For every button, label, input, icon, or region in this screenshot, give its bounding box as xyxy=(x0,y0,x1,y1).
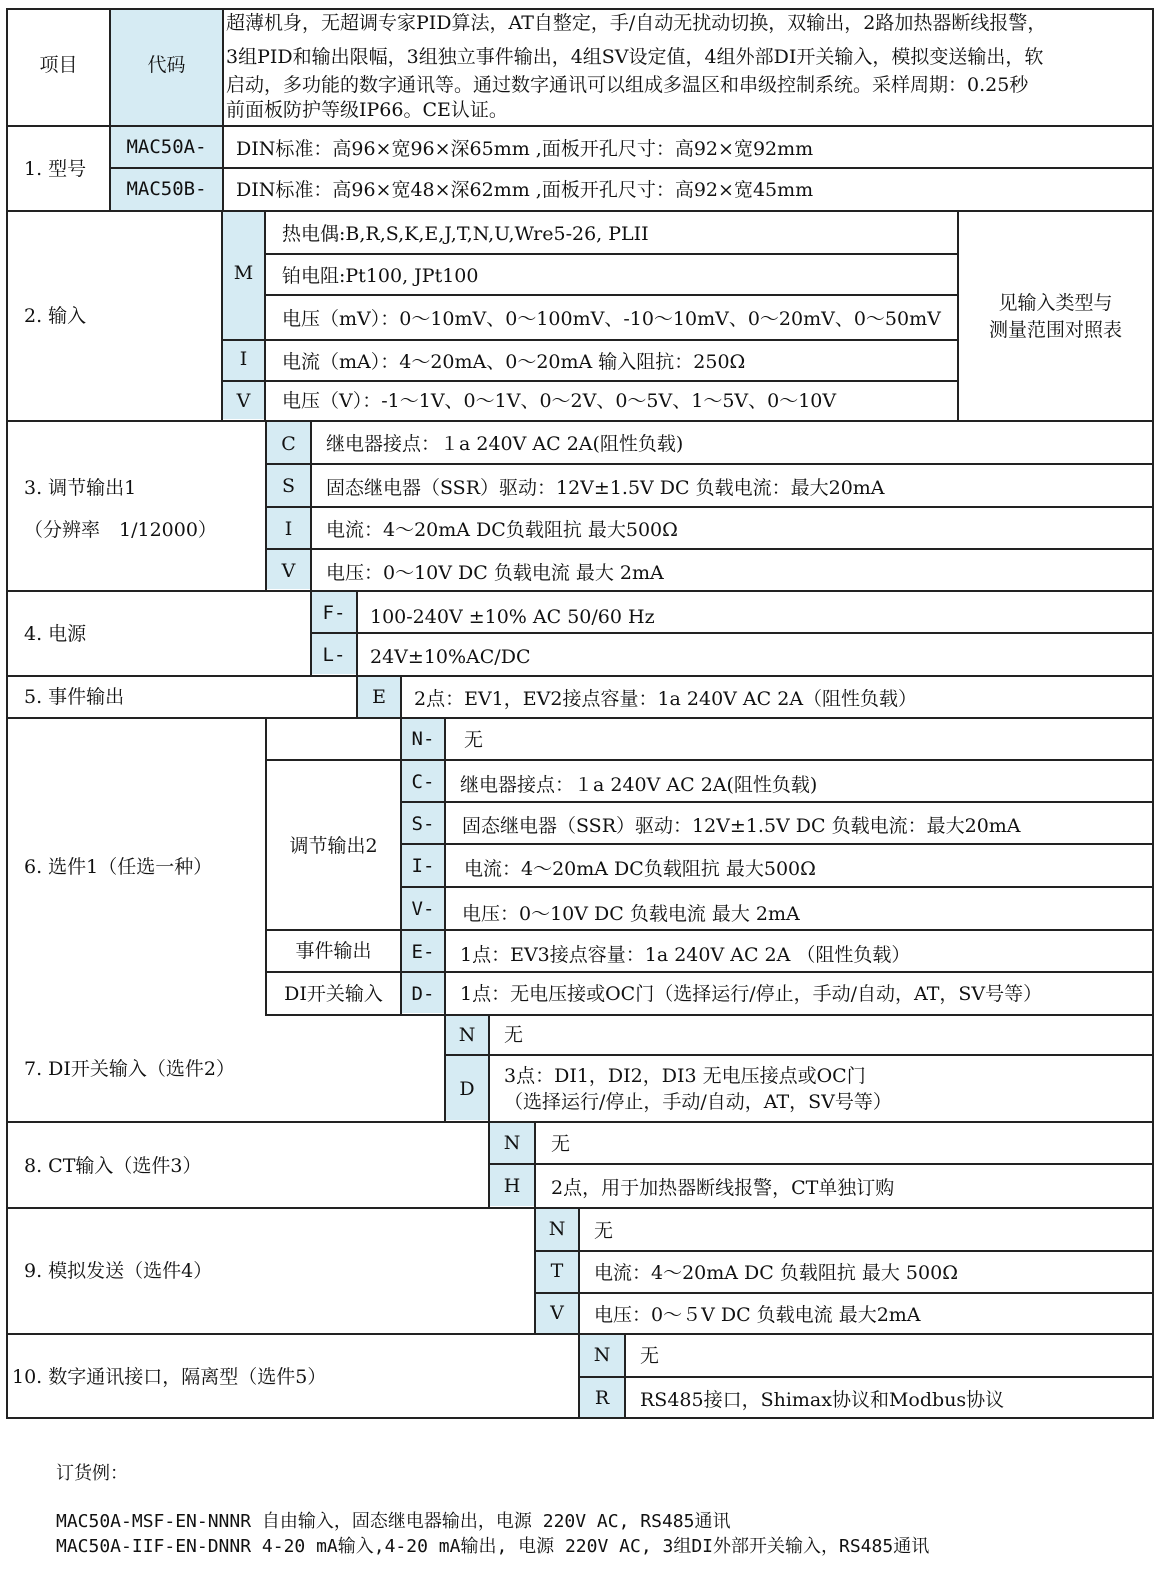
section-output1-label: 3. 调节输出1 xyxy=(24,477,137,499)
code-n: N- xyxy=(411,728,435,750)
order-example-2: MAC50A-IIF-EN-DNNR 4-20 mA输入,4-20 mA输出, 电源 220V AC, 3组DI外部开关输入，RS485通讯 xyxy=(56,1536,930,1557)
option1-di: 1点：无电压接或OC门（选择运行/停止，手动/自动，AT，SV号等） xyxy=(460,983,1043,1005)
code-t: T xyxy=(550,1260,564,1282)
power-ac: 100-240V ±10% AC 50/60 Hz xyxy=(370,606,655,628)
option2-di-line1: 3点：DI1，DI2，DI3 无电压接点或OC门 xyxy=(504,1065,866,1087)
output1-current: 电流：4～20mA DC负载阻抗 最大500Ω xyxy=(326,519,678,541)
option1-none: 无 xyxy=(464,729,484,751)
model-a-desc: DIN标准：高96×宽96×深65mm ,面板开孔尺寸：高92×宽92mm xyxy=(236,138,814,160)
option3-ct: 2点，用于加热器断线报警，CT单独订购 xyxy=(551,1177,895,1199)
code-c: C- xyxy=(411,771,435,793)
output1-ssr: 固态继电器（SSR）驱动：12V±1.5V DC 负载电流：最大20mA xyxy=(326,477,885,499)
code-mac50b: MAC50B- xyxy=(126,178,207,200)
event-desc: 2点：EV1，EV2接点容量：1a 240V AC 2A（阻性负载） xyxy=(414,688,918,710)
option1-current: 电流：4～20mA DC负载阻抗 最大500Ω xyxy=(464,858,816,880)
sub-control-output2: 调节输出2 xyxy=(289,835,378,857)
item-header: 项目 xyxy=(39,54,78,76)
section-power-label: 4. 电源 xyxy=(24,623,87,645)
description-line: 超薄机身，无超调专家PID算法，AT自整定，手/自动无扰动切换，双输出，2路加热器断线报警， xyxy=(226,12,1047,34)
option1-relay: 继电器接点：１a 240V AC 2A(阻性负载) xyxy=(460,774,818,796)
input-mv: 电压（mV）：0～10mV、0～100mV、-10～10mV、0～20mV、0～50mV xyxy=(282,308,941,330)
option1-ssr: 固态继电器（SSR）驱动：12V±1.5V DC 负载电流：最大20mA xyxy=(462,815,1021,837)
code-d: D xyxy=(459,1078,475,1100)
order-example-title: 订货例： xyxy=(56,1463,128,1484)
code-l: L- xyxy=(322,644,346,666)
code-v: V xyxy=(236,390,251,412)
input-rtd: 铂电阻:Pt100, JPt100 xyxy=(282,265,479,287)
option1-event: 1点：EV3接点容量：1a 240V AC 2A （阻性负载） xyxy=(460,944,911,966)
input-note-line1: 见输入类型与 xyxy=(998,292,1113,314)
code-d: D- xyxy=(411,983,435,1005)
option2-di-line2: （选择运行/停止，手动/自动，AT，SV号等） xyxy=(504,1091,892,1113)
description-line: 3组PID和输出限幅，3组独立事件输出，4组SV设定值，4组外部DI开关输入，模拟变送输出，软 xyxy=(226,46,1044,68)
option5-rs485: RS485接口，Shimax协议和Modbus协议 xyxy=(640,1389,1005,1411)
option4-none: 无 xyxy=(594,1220,614,1242)
model-b-desc: DIN标准：高96×宽48×深62mm ,面板开孔尺寸：高92×宽45mm xyxy=(236,179,814,201)
option2-none: 无 xyxy=(504,1024,524,1046)
power-dc: 24V±10%AC/DC xyxy=(370,646,531,668)
input-v: 电压（V）：-1～1V、0～1V、0～2V、0～5V、1～5V、0～10V xyxy=(282,390,837,412)
section-event-label: 5. 事件输出 xyxy=(24,686,125,708)
code-n: N xyxy=(548,1218,566,1240)
code-m: M xyxy=(233,262,254,284)
code-v: V xyxy=(550,1302,564,1324)
code-s: S xyxy=(281,475,296,497)
code-i: I xyxy=(239,348,248,370)
section-option1-label: 6. 选件1（任选一种） xyxy=(24,856,213,878)
input-thermocouple: 热电偶:B,R,S,K,E,J,T,N,U,Wre5-26, PLII xyxy=(282,223,649,245)
code-i: I- xyxy=(411,855,435,877)
input-ma: 电流（mA）：4～20mA、0～20mA 输入阻抗：250Ω xyxy=(282,351,746,373)
code-e: E xyxy=(372,686,386,708)
input-code-cell xyxy=(223,212,264,419)
output1-relay: 继电器接点：１a 240V AC 2A(阻性负载) xyxy=(326,433,684,455)
code-f: F- xyxy=(322,602,346,624)
code-s: S- xyxy=(411,813,435,835)
input-note-line2: 测量范围对照表 xyxy=(988,319,1122,341)
section-option3-label: 8. CT输入（选件3） xyxy=(24,1155,202,1177)
code-c: C xyxy=(281,433,296,455)
option4-current: 电流：4～20mA DC 负载阻抗 最大 500Ω xyxy=(594,1262,958,1284)
code-n: N xyxy=(458,1024,476,1046)
code-n: N xyxy=(593,1344,611,1366)
option3-none: 无 xyxy=(551,1133,571,1155)
code-r: R xyxy=(594,1387,610,1409)
description-line: 启动，多功能的数字通讯等。通过数字通讯可以组成多温区和串级控制系统。采样周期：0.25秒 xyxy=(226,74,1029,96)
code-h: H xyxy=(503,1175,521,1197)
order-example-1: MAC50A-MSF-EN-NNNR 自由输入，固态继电器输出，电源 220V AC, RS485通讯 xyxy=(56,1511,731,1532)
code-n: N xyxy=(503,1132,521,1154)
code-i: I xyxy=(284,518,293,540)
section-option5-label: 10. 数字通讯接口，隔离型（选件5） xyxy=(12,1366,327,1388)
description-line: 前面板防护等级IP66。CE认证。 xyxy=(226,99,508,121)
section-output1-sublabel: （分辨率 1/12000） xyxy=(24,519,217,541)
code-v: V- xyxy=(411,898,435,920)
section-option4-label: 9. 模拟发送（选件4） xyxy=(24,1260,213,1282)
option5-none: 无 xyxy=(640,1345,660,1367)
output1-voltage: 电压：0～10V DC 负载电流 最大 2mA xyxy=(326,562,664,584)
code-mac50a: MAC50A- xyxy=(126,136,207,158)
code-v: V xyxy=(281,560,296,582)
option1-voltage: 电压：0～10V DC 负载电流 最大 2mA xyxy=(462,903,800,925)
sub-di-input: DI开关输入 xyxy=(284,983,383,1005)
code-header: 代码 xyxy=(147,54,186,76)
option4-voltage: 电压：0～５V DC 负载电流 最大2mA xyxy=(594,1304,921,1326)
sub-event-output: 事件输出 xyxy=(295,940,372,962)
section-input-label: 2. 输入 xyxy=(24,305,87,327)
code-e: E- xyxy=(411,941,435,963)
section-option2-label: 7. DI开关输入（选件2） xyxy=(24,1058,235,1080)
section-model-label: 1. 型号 xyxy=(24,158,87,180)
